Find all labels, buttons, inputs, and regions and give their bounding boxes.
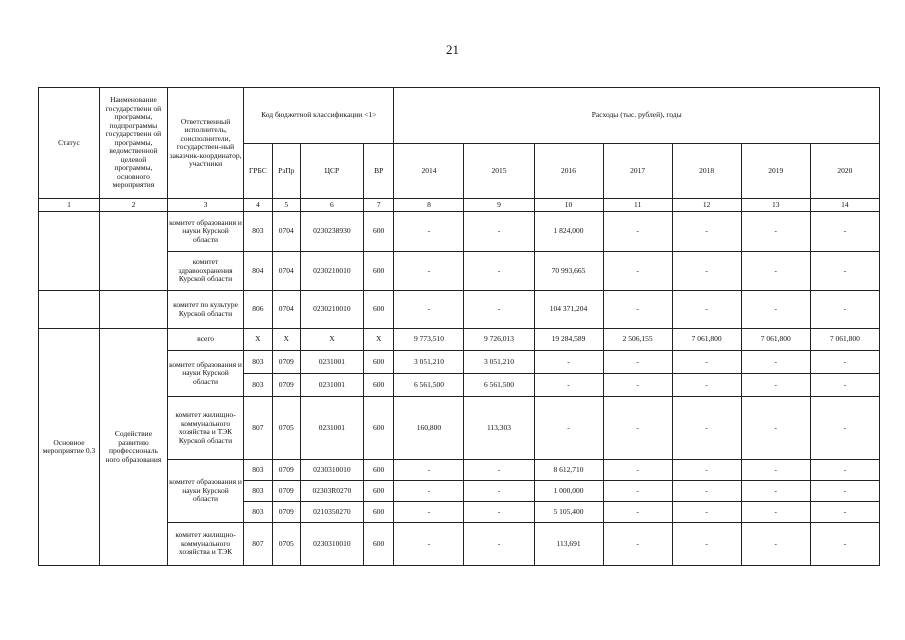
column-number: 8	[394, 199, 464, 212]
csr-cell: 0230210010	[300, 252, 363, 291]
value-cell: -	[672, 291, 741, 329]
csr-cell: 0230310010	[300, 460, 363, 481]
status-cell	[39, 291, 100, 329]
value-cell: -	[603, 397, 672, 460]
column-number: 5	[272, 199, 300, 212]
value-cell: -	[741, 374, 810, 397]
table-row	[39, 291, 880, 329]
value-cell: 113,303	[464, 397, 534, 460]
value-cell: 19 284,589	[534, 329, 603, 351]
header-status: Статус	[39, 88, 100, 199]
value-cell: -	[672, 502, 741, 523]
csr-cell: 0230210010	[300, 291, 363, 329]
value-cell: -	[464, 481, 534, 502]
header-executor: Ответственный исполнитель, соисполнители, государствен-ный заказчик-координатор, участники	[167, 88, 243, 199]
csr-cell: X	[300, 329, 363, 351]
grbs-cell: 803	[244, 212, 272, 252]
value-cell: 3 051,210	[394, 351, 464, 374]
header-year: 2014	[394, 144, 464, 199]
rzpr-cell: 0704	[272, 252, 300, 291]
value-cell: -	[672, 252, 741, 291]
value-cell: -	[394, 252, 464, 291]
value-cell: 9 726,013	[464, 329, 534, 351]
header-vr: ВР	[363, 144, 394, 199]
column-number: 4	[244, 199, 272, 212]
value-cell: -	[810, 502, 879, 523]
value-cell: 1 824,000	[534, 212, 603, 252]
table-row	[39, 212, 880, 252]
value-cell: -	[464, 252, 534, 291]
value-cell: -	[394, 291, 464, 329]
header-row-1	[39, 88, 880, 144]
value-cell: -	[672, 374, 741, 397]
value-cell: -	[603, 523, 672, 566]
header-name: Наименование государственн ой программы, подпрограммы государственн ой программы, ведомственной целевой программы, основного мероприятия	[99, 88, 167, 199]
value-cell: -	[672, 523, 741, 566]
value-cell: 7 061,800	[672, 329, 741, 351]
rzpr-cell: 0709	[272, 481, 300, 502]
value-cell: -	[603, 502, 672, 523]
header-code-group: Код бюджетной классификации <1>	[244, 88, 394, 144]
value-cell: -	[810, 374, 879, 397]
executor-cell: комитет здравоохранения Курской области	[167, 252, 243, 291]
csr-cell: 02303R0270	[300, 481, 363, 502]
header-expenses-group: Расходы (тыс. рублей), годы	[394, 88, 880, 144]
column-number: 10	[534, 199, 603, 212]
header-year: 2020	[810, 144, 879, 199]
value-cell: -	[672, 460, 741, 481]
executor-cell: всего	[167, 329, 243, 351]
name-cell	[99, 291, 167, 329]
measure-name: Содействие развитию профессиональ ного образования	[99, 329, 167, 566]
value-cell: -	[672, 212, 741, 252]
grbs-cell: 803	[244, 502, 272, 523]
value-cell: -	[534, 374, 603, 397]
value-cell: -	[464, 523, 534, 566]
rzpr-cell: 0704	[272, 212, 300, 252]
grbs-cell: 804	[244, 252, 272, 291]
vr-cell: 600	[363, 351, 394, 374]
column-number: 1	[39, 199, 100, 212]
csr-cell: 0231001	[300, 351, 363, 374]
value-cell: 70 993,665	[534, 252, 603, 291]
rzpr-cell: 0709	[272, 374, 300, 397]
grbs-cell: 803	[244, 481, 272, 502]
value-cell: -	[534, 397, 603, 460]
value-cell: 6 561,500	[464, 374, 534, 397]
name-cell	[99, 212, 167, 291]
value-cell: -	[394, 212, 464, 252]
value-cell: 1 000,000	[534, 481, 603, 502]
value-cell: -	[810, 481, 879, 502]
header-year: 2018	[672, 144, 741, 199]
value-cell: -	[394, 502, 464, 523]
value-cell: -	[810, 252, 879, 291]
grbs-cell: 803	[244, 374, 272, 397]
rzpr-cell: 0709	[272, 351, 300, 374]
vr-cell: 600	[363, 291, 394, 329]
value-cell: 6 561,500	[394, 374, 464, 397]
executor-cell: комитет по культуре Курской области	[167, 291, 243, 329]
value-cell: 8 612,710	[534, 460, 603, 481]
value-cell: -	[810, 460, 879, 481]
column-number: 7	[363, 199, 394, 212]
value-cell: -	[810, 291, 879, 329]
value-cell: 160,800	[394, 397, 464, 460]
vr-cell: 600	[363, 374, 394, 397]
value-cell: -	[603, 460, 672, 481]
column-number: 12	[672, 199, 741, 212]
column-number: 13	[741, 199, 810, 212]
value-cell: -	[672, 351, 741, 374]
value-cell: -	[741, 460, 810, 481]
value-cell: -	[534, 351, 603, 374]
vr-cell: 600	[363, 460, 394, 481]
value-cell: 7 061,800	[810, 329, 879, 351]
executor-cell: комитет жилищно-коммунального хозяйства и ТЭК	[167, 523, 243, 566]
page-number: 21	[446, 42, 459, 57]
value-cell: 2 506,155	[603, 329, 672, 351]
grbs-cell: 803	[244, 351, 272, 374]
vr-cell: 600	[363, 397, 394, 460]
vr-cell: 600	[363, 502, 394, 523]
value-cell: -	[603, 351, 672, 374]
value-cell: -	[810, 523, 879, 566]
value-cell: -	[603, 374, 672, 397]
column-number: 2	[99, 199, 167, 212]
value-cell: -	[603, 212, 672, 252]
column-number-row	[39, 199, 880, 212]
value-cell: -	[464, 212, 534, 252]
vr-cell: 600	[363, 481, 394, 502]
header-rzpr: РзПр	[272, 144, 300, 199]
value-cell: -	[464, 502, 534, 523]
rzpr-cell: 0709	[272, 502, 300, 523]
value-cell: -	[394, 460, 464, 481]
value-cell: -	[603, 481, 672, 502]
value-cell: -	[810, 397, 879, 460]
value-cell: 5 105,400	[534, 502, 603, 523]
csr-cell: 0230310010	[300, 523, 363, 566]
grbs-cell: 806	[244, 291, 272, 329]
budget-table	[38, 87, 880, 566]
executor-cell: комитет образования и науки Курской области	[167, 460, 243, 523]
value-cell: 7 061,800	[741, 329, 810, 351]
value-cell: -	[810, 351, 879, 374]
header-year: 2015	[464, 144, 534, 199]
value-cell: -	[394, 523, 464, 566]
csr-cell: 0230238930	[300, 212, 363, 252]
header-csr: ЦСР	[300, 144, 363, 199]
header-grbs: ГРБС	[244, 144, 272, 199]
value-cell: -	[394, 481, 464, 502]
column-number: 11	[603, 199, 672, 212]
value-cell: -	[741, 523, 810, 566]
value-cell: 113,691	[534, 523, 603, 566]
value-cell: -	[741, 397, 810, 460]
csr-cell: 0231001	[300, 397, 363, 460]
csr-cell: 0231001	[300, 374, 363, 397]
table-row	[39, 329, 880, 351]
grbs-cell: X	[244, 329, 272, 351]
grbs-cell: 803	[244, 460, 272, 481]
value-cell: -	[741, 252, 810, 291]
value-cell: -	[741, 212, 810, 252]
value-cell: -	[741, 481, 810, 502]
rzpr-cell: 0705	[272, 523, 300, 566]
executor-cell: комитет жилищно-коммунального хозяйства и ТЭК Курской области	[167, 397, 243, 460]
value-cell: -	[810, 212, 879, 252]
executor-cell: комитет образования и науки Курской области	[167, 351, 243, 397]
column-number: 3	[167, 199, 243, 212]
executor-cell: комитет образования и науки Курской области	[167, 212, 243, 252]
value-cell: -	[672, 397, 741, 460]
column-number: 9	[464, 199, 534, 212]
rzpr-cell: X	[272, 329, 300, 351]
vr-cell: 600	[363, 252, 394, 291]
grbs-cell: 807	[244, 397, 272, 460]
value-cell: 104 371,204	[534, 291, 603, 329]
column-number: 14	[810, 199, 879, 212]
value-cell: -	[464, 460, 534, 481]
value-cell: -	[741, 291, 810, 329]
csr-cell: 0210350270	[300, 502, 363, 523]
value-cell: -	[741, 351, 810, 374]
header-year: 2017	[603, 144, 672, 199]
rzpr-cell: 0709	[272, 460, 300, 481]
column-number: 6	[300, 199, 363, 212]
grbs-cell: 807	[244, 523, 272, 566]
measure-status: Основное мероприятие 0.3	[39, 329, 100, 566]
rzpr-cell: 0704	[272, 291, 300, 329]
header-year: 2019	[741, 144, 810, 199]
vr-cell: 600	[363, 212, 394, 252]
value-cell: -	[603, 252, 672, 291]
rzpr-cell: 0705	[272, 397, 300, 460]
value-cell: 9 773,510	[394, 329, 464, 351]
header-year: 2016	[534, 144, 603, 199]
value-cell: 3 051,210	[464, 351, 534, 374]
value-cell: -	[672, 481, 741, 502]
value-cell: -	[741, 502, 810, 523]
status-cell	[39, 212, 100, 291]
value-cell: -	[603, 291, 672, 329]
vr-cell: 600	[363, 523, 394, 566]
value-cell: -	[464, 291, 534, 329]
vr-cell: X	[363, 329, 394, 351]
